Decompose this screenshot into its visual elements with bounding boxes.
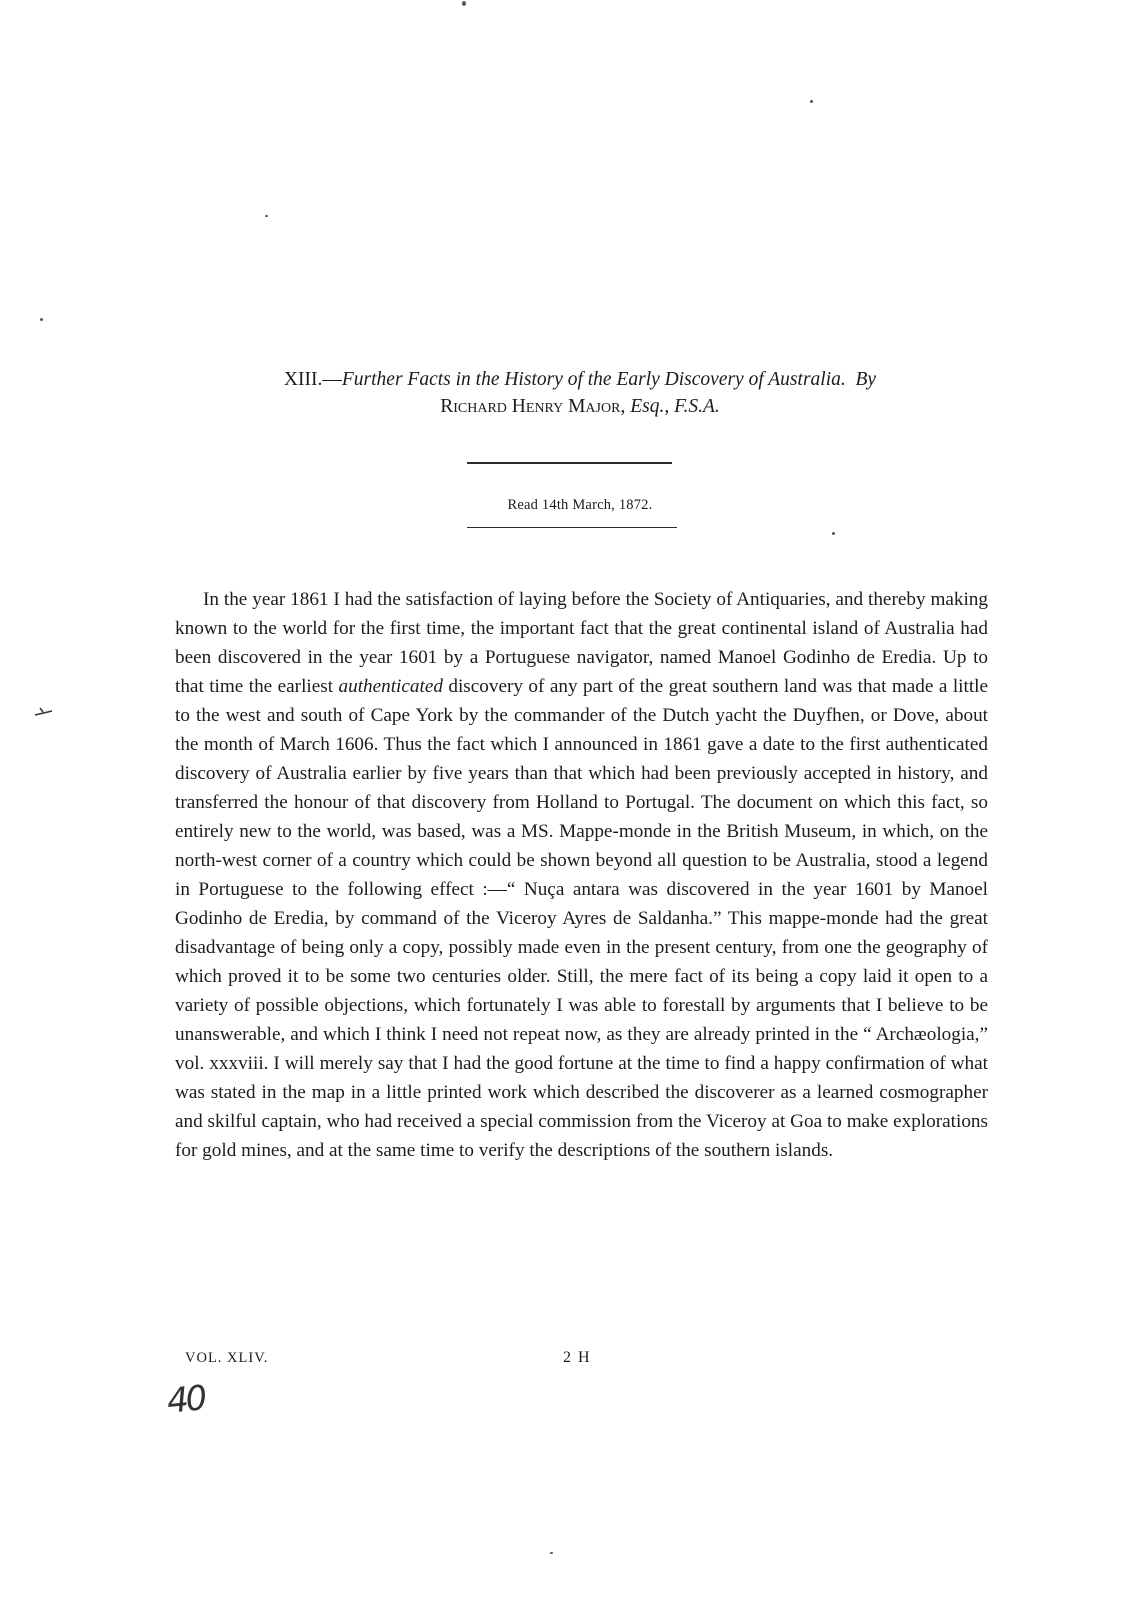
scan-speck xyxy=(550,1552,553,1554)
scan-speck xyxy=(810,100,813,103)
margin-pencil-mark xyxy=(34,706,54,720)
signature-mark: 2 H xyxy=(563,1349,592,1366)
article-title: Further Facts in the History of the Early Discovery of Australia. xyxy=(341,369,846,390)
heading-divider-bottom xyxy=(467,527,677,528)
body-text-italic: authenticated xyxy=(338,676,443,697)
body-text-start: In the year 1861 I had the satisfaction of laying before the Society of Antiquaries, and thereby making known to the world for the first time, the important fact that the great continental island of Australia had been discovered in the year 1601 by a Portuguese navigator, named Manoel Godinho de Eredia. Up to that time the earliest xyxy=(175,589,988,697)
scan-speck xyxy=(265,215,268,217)
article-author-suffix: Esq., F.S.A. xyxy=(630,396,720,417)
heading-divider-top xyxy=(467,462,672,464)
body-paragraph xyxy=(175,585,988,1165)
handwritten-page-number: 40 xyxy=(165,1378,207,1422)
body-text-rest: discovery of any part of the great southern land was that made a little to the west and south of Cape York by the commander of the Dutch yacht the Duyfhen, or Dove, about the month of March 1606. Thus the fact which I announced in 1861 gave a date to the first authenticated discovery of Australia earlier by five years than that which had been previously accepted in history, and transferred the honour of that discovery from Holland to Portugal. The document on which this fact, so entirely new to the world, was based, was a MS. Mappe-monde in the British Museum, in which, on the north-west corner of a country which could be shown beyond all question to be Australia, stood a legend in Portuguese to the following effect :—“ Nuça antara was discovered in the year 1601 by Manoel Godinho de Eredia, by command of the Viceroy Ayres de Saldanha.” This mappe-monde had the great disadvantage of being only a copy, possibly made even in the present century, from one the geography of which proved it to be some two centuries older. Still, the mere fact of its being a copy laid it open to a variety of possible objections, which fortunately I was able to forestall by arguments that I believe to be unanswerable, and which I think I need not repeat now, as they are already printed in the “ Archæologia,” vol. xxxviii. I will merely say that I had the good fortune at the time to find a happy confirmation of what was stated in the map in a little printed work which described the discoverer as a learned cosmographer and skilful captain, who had received a special commission from the Viceroy at Goa to make explorations for gold mines, and at the same time to verify the descriptions of the southern islands. xyxy=(175,676,988,1161)
article-heading: XIII.—Further Facts in the History of the Early Discovery of Australia. By Richard Henry Major, Esq., F.S.A. xyxy=(283,369,877,417)
scan-speck xyxy=(832,532,835,535)
scan-speck xyxy=(462,1,466,6)
article-number: XIII.— xyxy=(283,369,342,390)
read-date: Read 14th March, 1872. xyxy=(507,497,653,513)
article-author: Richard Henry Major xyxy=(440,396,621,417)
volume-label: VOL. XLIV. xyxy=(185,1350,269,1366)
scan-speck xyxy=(40,318,43,321)
article-by: By xyxy=(855,369,877,390)
